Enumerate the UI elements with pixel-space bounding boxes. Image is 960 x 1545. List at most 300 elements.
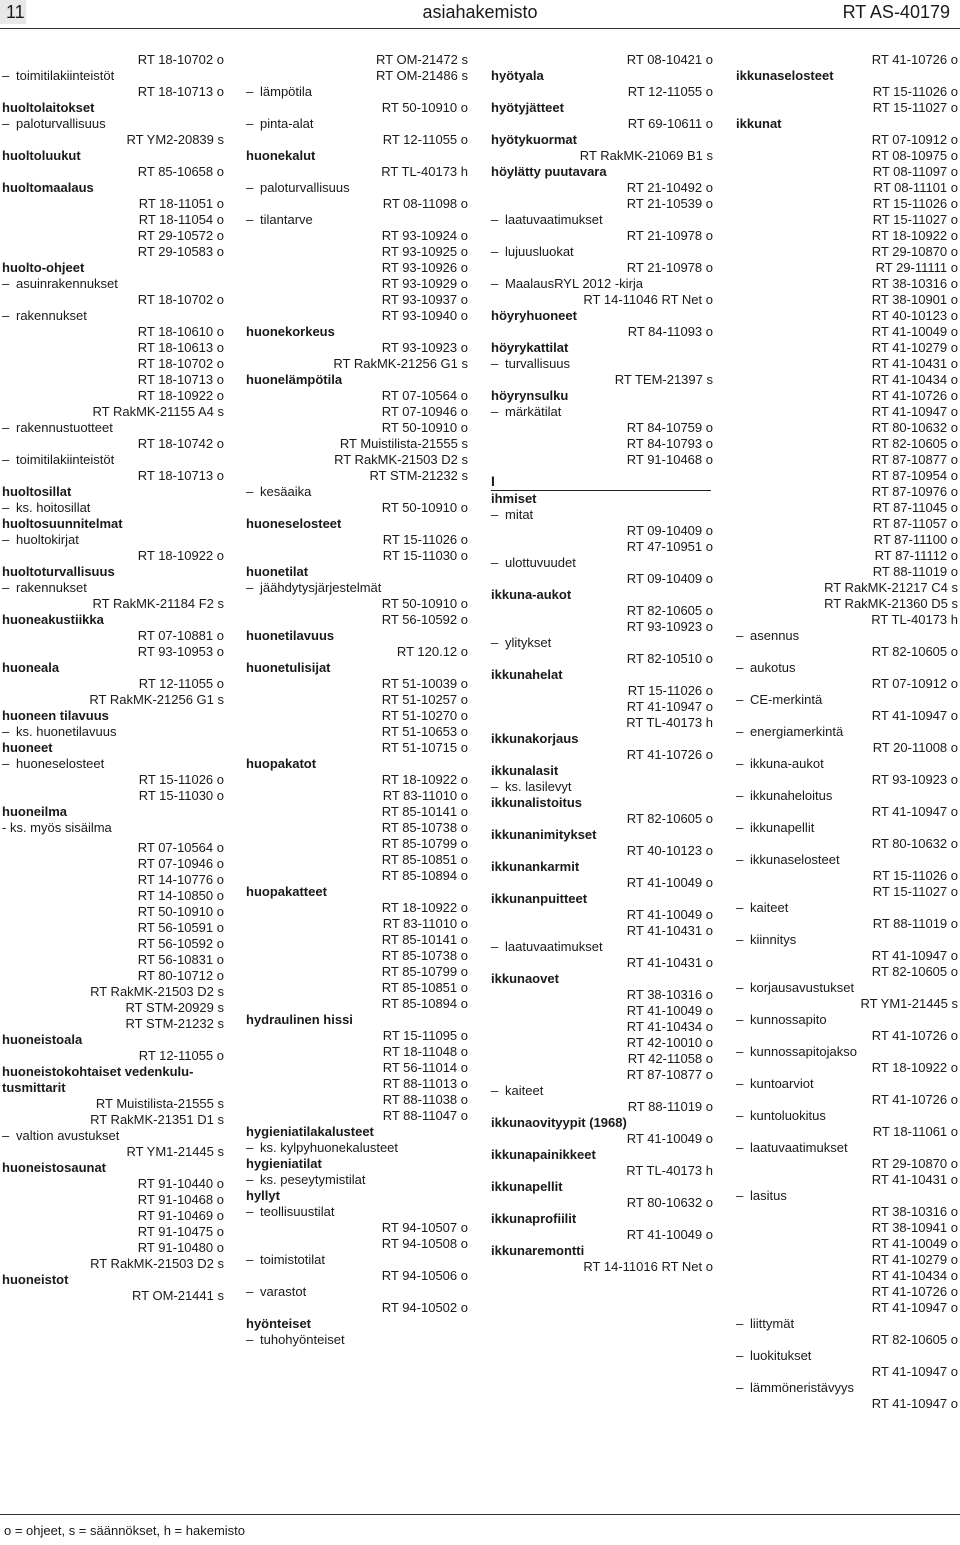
index-reference: RT 18-10713 o	[137, 84, 224, 99]
index-heading: huonekorkeus	[246, 324, 335, 339]
index-subterm: – toimitilakiinteistöt	[2, 68, 224, 84]
index-reference: RT 85-10851 o	[381, 852, 468, 867]
index-subterm: – kunnossapito	[736, 1012, 958, 1028]
index-subterm: – lujuusluokat	[491, 244, 713, 260]
index-reference: RT 41-10431 o	[626, 955, 713, 970]
index-subterm: – ulottuvuudet	[491, 555, 713, 571]
index-heading: ikkunaprofiilit	[491, 1211, 577, 1226]
index-reference: RT 40-10123 o	[871, 308, 958, 323]
index-subterm: – korjausavustukset	[736, 980, 958, 996]
index-reference: RT 12-11055 o	[627, 84, 713, 99]
index-reference: RT 38-10316 o	[626, 987, 713, 1002]
index-reference: RT 41-10726 o	[871, 1284, 958, 1299]
index-subterm: – ikkuna-aukot	[736, 756, 958, 772]
index-reference: RT 51-10653 o	[381, 724, 468, 739]
index-reference: RT 41-10726 o	[871, 1092, 958, 1107]
index-subterm: – mitat	[491, 507, 713, 523]
index-reference: RT 42-11058 o	[627, 1051, 713, 1066]
index-reference: RT 41-10947 o	[871, 1300, 958, 1315]
index-reference: RT YM1-21445 s	[860, 996, 958, 1011]
index-reference: RT 07-10912 o	[871, 132, 958, 147]
index-subterm: – ikkunaselosteet	[736, 852, 958, 868]
index-heading: huoneistot	[2, 1272, 69, 1287]
index-reference: RT 21-10978 o	[626, 260, 713, 275]
index-reference: RT 15-11026 o	[872, 196, 958, 211]
index-heading: hyötykuormat	[491, 132, 577, 147]
index-reference: RT RakMK-21069 B1 s	[579, 148, 713, 163]
index-reference: RT 41-10049 o	[626, 1131, 713, 1146]
index-reference: RT 41-10434 o	[626, 1019, 713, 1034]
index-reference: RT 18-10702 o	[137, 356, 224, 371]
index-reference: RT 88-11019 o	[872, 916, 958, 931]
index-heading: huoltosillat	[2, 484, 72, 499]
index-reference: RT TL-40173 h	[626, 1163, 713, 1178]
index-reference: RT RakMK-21155 A4 s	[92, 404, 224, 419]
index-reference: RT 93-10926 o	[381, 260, 468, 275]
index-reference: RT 21-10539 o	[626, 196, 713, 211]
index-heading: höyrynsulku	[491, 388, 569, 403]
index-reference: RT 41-10947 o	[871, 804, 958, 819]
index-reference: RT 38-10901 o	[871, 292, 958, 307]
index-subterm: – ks. huonetilavuus	[2, 724, 224, 740]
index-reference: RT 41-10431 o	[626, 923, 713, 938]
index-subterm: – liittymät	[736, 1316, 958, 1332]
index-reference: RT 93-10924 o	[381, 228, 468, 243]
index-heading: ikkuna-aukot	[491, 587, 572, 602]
index-reference: RT 56-10831 o	[137, 952, 224, 967]
page-header	[0, 0, 960, 28]
index-subterm: – toimitilakiinteistöt	[2, 452, 224, 468]
index-reference: RT 41-10947 o	[871, 708, 958, 723]
index-subterm: – jäähdytysjärjestelmät	[246, 580, 468, 596]
index-subterm: – kiinnitys	[736, 932, 958, 948]
index-reference: RT 82-10605 o	[626, 811, 713, 826]
index-reference: RT RakMK-21503 D2 s	[90, 984, 224, 999]
index-reference: RT 93-10953 o	[137, 644, 224, 659]
index-heading: ikkunapainikkeet	[491, 1147, 596, 1162]
index-reference: RT 85-10738 o	[381, 948, 468, 963]
index-reference: RT 85-10894 o	[381, 868, 468, 883]
index-reference: RT 87-10877 o	[626, 1067, 713, 1082]
index-reference: RT 93-10923 o	[626, 619, 713, 634]
index-subterm: – asennus	[736, 628, 958, 644]
index-reference: RT OM-21472 s	[375, 52, 468, 67]
index-reference: RT 18-10702 o	[137, 292, 224, 307]
index-reference: RT 41-10049 o	[626, 1003, 713, 1018]
index-reference: RT 29-10870 o	[871, 244, 958, 259]
index-heading: ikkunalistoitus	[491, 795, 583, 810]
index-reference: RT 08-10421 o	[626, 52, 713, 67]
index-subterm: – teollisuustilat	[246, 1204, 468, 1220]
index-reference: RT STM-20929 s	[125, 1000, 224, 1015]
index-reference: RT 51-10257 o	[381, 692, 468, 707]
index-heading: ikkunanimitykset	[491, 827, 597, 842]
index-heading: höyryhuoneet	[491, 308, 577, 323]
index-reference: RT 93-10923 o	[381, 340, 468, 355]
index-reference: RT 15-11030 o	[138, 788, 224, 803]
index-reference: RT 84-11093 o	[627, 324, 713, 339]
index-column-2	[246, 52, 468, 1348]
index-reference: RT 51-10715 o	[381, 740, 468, 755]
index-heading: huoneen tilavuus	[2, 708, 109, 723]
index-subterm: – laatuvaatimukset	[736, 1140, 958, 1156]
index-reference: RT 15-11027 o	[872, 100, 958, 115]
index-reference: RT 41-10947 o	[871, 404, 958, 419]
index-reference: RT OM-21486 s	[375, 68, 468, 83]
index-reference: RT 50-10910 o	[381, 500, 468, 515]
index-subterm: – toimistotilat	[246, 1252, 468, 1268]
index-reference: RT 18-10922 o	[137, 548, 224, 563]
index-reference: RT 18-10922 o	[137, 388, 224, 403]
index-reference: RT 15-11027 o	[872, 212, 958, 227]
index-subterm: – MaalausRYL 2012 -kirja	[491, 276, 713, 292]
index-heading: ikkunapellit	[491, 1179, 563, 1194]
index-heading: ikkunaovityypit (1968)	[491, 1115, 627, 1130]
index-reference: RT 82-10605 o	[871, 964, 958, 979]
index-reference: RT 88-11019 o	[872, 564, 958, 579]
index-reference: RT TL-40173 h	[626, 715, 713, 730]
index-reference: RT Muistilista-21555 s	[339, 436, 468, 451]
index-reference: RT 38-10316 o	[871, 1204, 958, 1219]
index-subterm: – rakennukset	[2, 308, 224, 324]
index-reference: RT 80-10712 o	[137, 968, 224, 983]
index-reference: RT 14-10850 o	[137, 888, 224, 903]
index-reference: RT RakMK-21360 D5 s	[824, 596, 958, 611]
index-heading: huoltolaitokset	[2, 100, 95, 115]
index-subterm: – asuinrakennukset	[2, 276, 224, 292]
index-reference: RT RakMK-21503 D2 s	[90, 1256, 224, 1271]
index-subterm: – paloturvallisuus	[246, 180, 468, 196]
index-reference: RT 51-10270 o	[381, 708, 468, 723]
index-reference: RT 40-10123 o	[626, 843, 713, 858]
index-reference: RT 85-10851 o	[381, 980, 468, 995]
index-subterm: – pinta-alat	[246, 116, 468, 132]
index-reference: RT 18-10922 o	[871, 1060, 958, 1075]
index-subterm: – lämpötila	[246, 84, 468, 100]
index-subterm: – energiamerkintä	[736, 724, 958, 740]
index-heading: hyönteiset	[246, 1316, 312, 1331]
index-reference: RT 94-10508 o	[381, 1236, 468, 1251]
index-subterm: – ikkunaheloitus	[736, 788, 958, 804]
index-heading: hyötyala	[491, 68, 544, 83]
index-reference: RT 88-11047 o	[382, 1108, 468, 1123]
index-reference: RT 85-10894 o	[381, 996, 468, 1011]
index-subterm: – ikkunapellit	[736, 820, 958, 836]
index-column-4	[736, 52, 958, 1412]
index-reference: RT 50-10910 o	[381, 420, 468, 435]
index-reference: RT 91-10469 o	[137, 1208, 224, 1223]
index-subterm: – ylitykset	[491, 635, 713, 651]
index-subterm: – lasitus	[736, 1188, 958, 1204]
index-subterm: – huoneselosteet	[2, 756, 224, 772]
index-subterm: – ks. peseytymistilat	[246, 1172, 468, 1188]
index-reference: RT 41-10431 o	[871, 356, 958, 371]
index-reference: RT 41-10726 o	[871, 388, 958, 403]
index-reference: RT 83-11010 o	[382, 788, 468, 803]
index-reference: RT 41-10947 o	[871, 1364, 958, 1379]
index-reference: RT 29-10572 o	[137, 228, 224, 243]
index-reference: RT 18-11051 o	[138, 196, 224, 211]
index-heading: ikkunanpuitteet	[491, 891, 588, 906]
index-reference: RT Muistilista-21555 s	[95, 1096, 224, 1111]
index-reference: RT RakMK-21256 G1 s	[89, 692, 224, 707]
index-reference: RT 08-11101 o	[873, 180, 958, 195]
index-reference: RT 82-10605 o	[871, 436, 958, 451]
index-reference: RT 18-10922 o	[871, 228, 958, 243]
index-reference: RT 15-11026 o	[138, 772, 224, 787]
index-reference: RT 15-11027 o	[872, 884, 958, 899]
index-reference: RT STM-21232 s	[125, 1016, 224, 1031]
index-subterm: – tuhohyönteiset	[246, 1332, 468, 1348]
index-reference: RT 50-10910 o	[381, 596, 468, 611]
index-reference: RT 41-10431 o	[871, 1172, 958, 1187]
index-subterm: – rakennukset	[2, 580, 224, 596]
index-reference: RT 08-11097 o	[872, 164, 958, 179]
index-reference: RT 87-11112 o	[874, 548, 958, 563]
index-reference: RT 93-10940 o	[381, 308, 468, 323]
index-reference: RT 09-10409 o	[626, 571, 713, 586]
index-reference: RT 41-10049 o	[871, 1236, 958, 1251]
index-reference: RT 18-10702 o	[137, 52, 224, 67]
index-subterm: – kaiteet	[491, 1083, 713, 1099]
index-reference: RT 56-10591 o	[137, 920, 224, 935]
index-reference: RT 93-10925 o	[381, 244, 468, 259]
index-reference: RT 41-10434 o	[871, 372, 958, 387]
index-heading: ikkunakorjaus	[491, 731, 579, 746]
index-reference: RT 94-10502 o	[381, 1300, 468, 1315]
index-reference: RT 91-10480 o	[137, 1240, 224, 1255]
index-reference: RT 85-10141 o	[381, 932, 468, 947]
index-heading: hyllyt	[246, 1188, 280, 1203]
index-reference: RT 07-10881 o	[137, 628, 224, 643]
document-code: RT AS-40179	[842, 2, 950, 22]
index-subterm: – märkätilat	[491, 404, 713, 420]
index-subterm: – lämmöneristävyys	[736, 1380, 958, 1396]
index-reference: RT 87-11057 o	[872, 516, 958, 531]
index-reference: RT STM-21232 s	[369, 468, 468, 483]
index-reference: RT 85-10799 o	[381, 964, 468, 979]
index-reference: RT 69-10611 o	[627, 116, 713, 131]
index-reference: RT 82-10510 o	[626, 651, 713, 666]
index-reference: RT 88-11038 o	[382, 1092, 468, 1107]
index-reference: RT 83-11010 o	[382, 916, 468, 931]
index-heading: huoneala	[2, 660, 60, 675]
index-reference: RT 80-10632 o	[626, 1195, 713, 1210]
index-reference: RT 41-10049 o	[626, 875, 713, 890]
index-heading: huoneakustiikka	[2, 612, 104, 627]
index-reference: RT 29-10583 o	[137, 244, 224, 259]
index-reference: RT 07-10564 o	[137, 840, 224, 855]
index-reference: RT OM-21441 s	[131, 1288, 224, 1303]
index-note: - ks. myös sisäilma	[2, 820, 112, 835]
index-heading: huoneistoala	[2, 1032, 83, 1047]
index-subterm: – CE-merkintä	[736, 692, 958, 708]
index-reference: RT 21-10492 o	[626, 180, 713, 195]
section-letter: I	[491, 472, 711, 491]
index-reference: RT 87-10954 o	[871, 468, 958, 483]
index-heading: huoltosuunnitelmat	[2, 516, 123, 531]
index-reference: RT 18-10713 o	[137, 372, 224, 387]
index-reference: RT 18-10610 o	[137, 324, 224, 339]
index-reference: RT 18-11048 o	[382, 1044, 468, 1059]
index-heading: huoltomaalaus	[2, 180, 94, 195]
index-reference: RT 41-10726 o	[871, 1028, 958, 1043]
index-reference: RT 93-10923 o	[871, 772, 958, 787]
index-reference: RT RakMK-21217 C4 s	[824, 580, 958, 595]
index-heading: huoneselosteet	[246, 516, 342, 531]
index-subterm: – laatuvaatimukset	[491, 939, 713, 955]
index-heading: huonetulisijat	[246, 660, 331, 675]
index-reference: RT 87-10877 o	[871, 452, 958, 467]
index-reference: RT 15-11030 o	[382, 548, 468, 563]
index-reference: RT 41-10049 o	[626, 907, 713, 922]
index-heading: huopakatteet	[246, 884, 327, 899]
index-reference: RT 08-10975 o	[871, 148, 958, 163]
index-reference: RT 14-10776 o	[137, 872, 224, 887]
index-reference: RT 91-10475 o	[137, 1224, 224, 1239]
index-reference: RT 41-10947 o	[871, 948, 958, 963]
index-heading: huolto-ohjeet	[2, 260, 85, 275]
index-subterm: – ks. kylpyhuonekalusteet	[246, 1140, 468, 1156]
index-subterm: – valtion avustukset	[2, 1128, 224, 1144]
index-heading: hygieniatilakalusteet	[246, 1124, 374, 1139]
index-heading: tusmittarit	[2, 1080, 66, 1095]
index-reference: RT 50-10910 o	[137, 904, 224, 919]
index-reference: RT 88-11019 o	[627, 1099, 713, 1114]
index-reference: RT 41-10947 o	[626, 699, 713, 714]
index-reference: RT RakMK-21184 F2 s	[92, 596, 224, 611]
index-reference: RT 47-10951 o	[626, 539, 713, 554]
index-reference: RT 15-11026 o	[872, 84, 958, 99]
index-reference: RT 41-10947 o	[871, 1396, 958, 1411]
index-reference: RT 50-10910 o	[381, 100, 468, 115]
index-reference: RT 80-10632 o	[871, 836, 958, 851]
index-reference: RT 08-11098 o	[382, 196, 468, 211]
index-reference: RT 85-10799 o	[381, 836, 468, 851]
index-reference: RT 120.12 o	[396, 644, 468, 659]
index-subterm: – kunnossapitojakso	[736, 1044, 958, 1060]
index-reference: RT 94-10507 o	[381, 1220, 468, 1235]
index-heading: huoneistokohtaiset vedenkulu-	[2, 1064, 194, 1079]
index-subterm: – kesäaika	[246, 484, 468, 500]
index-reference: RT 87-10976 o	[871, 484, 958, 499]
index-reference: RT 91-10468 o	[137, 1192, 224, 1207]
index-heading: hydraulinen hissi	[246, 1012, 353, 1027]
index-heading: huoneistosaunat	[2, 1160, 107, 1175]
index-reference: RT 56-11014 o	[382, 1060, 468, 1075]
index-subterm: – kuntoluokitus	[736, 1108, 958, 1124]
index-reference: RT 82-10605 o	[626, 603, 713, 618]
index-subterm: – rakennustuotteet	[2, 420, 224, 436]
index-reference: RT 14-11046 RT Net o	[583, 292, 713, 307]
index-reference: RT 18-10613 o	[137, 340, 224, 355]
index-heading: ikkunaovet	[491, 971, 559, 986]
index-heading: ikkunaselosteet	[736, 68, 834, 83]
index-heading: huonetilavuus	[246, 628, 335, 643]
index-heading: ikkunat	[736, 116, 782, 131]
page-title: asiahakemisto	[422, 2, 538, 22]
index-subterm: – laatuvaatimukset	[491, 212, 713, 228]
index-subterm: – huoltokirjat	[2, 532, 224, 548]
index-subterm: – varastot	[246, 1284, 468, 1300]
index-subterm: – ks. hoitosillat	[2, 500, 224, 516]
index-subterm: – paloturvallisuus	[2, 116, 224, 132]
index-heading: hyötyjätteet	[491, 100, 564, 115]
index-heading: hygieniatilat	[246, 1156, 322, 1171]
index-heading: höylätty puutavara	[491, 164, 607, 179]
index-subterm: – kaiteet	[736, 900, 958, 916]
index-reference: RT 07-10946 o	[137, 856, 224, 871]
index-reference: RT 82-10605 o	[871, 1332, 958, 1347]
index-reference: RT TL-40173 h	[871, 612, 958, 627]
index-heading: huonetilat	[246, 564, 309, 579]
header-divider	[0, 28, 960, 29]
index-reference: RT 85-10738 o	[381, 820, 468, 835]
index-reference: RT 41-10279 o	[871, 340, 958, 355]
index-reference: RT 12-11055 o	[138, 676, 224, 691]
index-reference: RT 15-11026 o	[872, 868, 958, 883]
index-reference: RT 07-10946 o	[381, 404, 468, 419]
index-reference: RT 51-10039 o	[381, 676, 468, 691]
page-number: 11	[6, 2, 25, 22]
index-reference: RT 07-10912 o	[871, 676, 958, 691]
index-reference: RT 84-10793 o	[626, 436, 713, 451]
index-heading: ikkunahelat	[491, 667, 563, 682]
index-reference: RT 38-10316 o	[871, 276, 958, 291]
index-reference: RT 41-10726 o	[626, 747, 713, 762]
index-reference: RT 41-10279 o	[871, 1252, 958, 1267]
index-subterm: – ks. lasilevyt	[491, 779, 713, 795]
index-heading: huoneilma	[2, 804, 68, 819]
index-heading: ikkunankarmit	[491, 859, 580, 874]
index-heading: huopakatot	[246, 756, 317, 771]
index-heading: huoneet	[2, 740, 53, 755]
index-reference: RT 41-10049 o	[626, 1227, 713, 1242]
index-reference: RT 38-10941 o	[871, 1220, 958, 1235]
index-reference: RT 18-10922 o	[381, 900, 468, 915]
index-reference: RT 07-10564 o	[381, 388, 468, 403]
index-reference: RT 18-11061 o	[872, 1124, 958, 1139]
index-reference: RT 20-11008 o	[872, 740, 958, 755]
index-reference: RT 91-10468 o	[626, 452, 713, 467]
index-reference: RT 41-10049 o	[871, 324, 958, 339]
index-reference: RT 29-11111 o	[875, 260, 958, 275]
index-reference: RT 80-10632 o	[871, 420, 958, 435]
index-reference: RT 93-10937 o	[381, 292, 468, 307]
index-column-3	[491, 52, 713, 1275]
index-reference: RT TL-40173 h	[381, 164, 468, 179]
index-reference: RT 87-11100 o	[873, 532, 958, 547]
index-reference: RT 87-11045 o	[872, 500, 958, 515]
index-reference: RT 15-11026 o	[382, 532, 468, 547]
index-subterm: – luokitukset	[736, 1348, 958, 1364]
footer-legend: o = ohjeet, s = säännökset, h = hakemisto	[4, 1523, 246, 1538]
index-subterm: – aukotus	[736, 660, 958, 676]
index-reference: RT 82-10605 o	[871, 644, 958, 659]
index-reference: RT 12-11055 o	[138, 1048, 224, 1063]
index-reference: RT 56-10592 o	[137, 936, 224, 951]
index-reference: RT 18-10922 o	[381, 772, 468, 787]
index-reference: RT 18-10713 o	[137, 468, 224, 483]
index-reference: RT RakMK-21256 G1 s	[333, 356, 468, 371]
index-reference: RT YM1-21445 s	[126, 1144, 224, 1159]
index-subterm: – tilantarve	[246, 212, 468, 228]
index-heading: huoltoturvallisuus	[2, 564, 115, 579]
index-reference: RT 56-10592 o	[381, 612, 468, 627]
index-reference: RT YM2-20839 s	[126, 132, 224, 147]
index-reference: RT TEM-21397 s	[614, 372, 713, 387]
index-reference: RT 15-11026 o	[627, 683, 713, 698]
